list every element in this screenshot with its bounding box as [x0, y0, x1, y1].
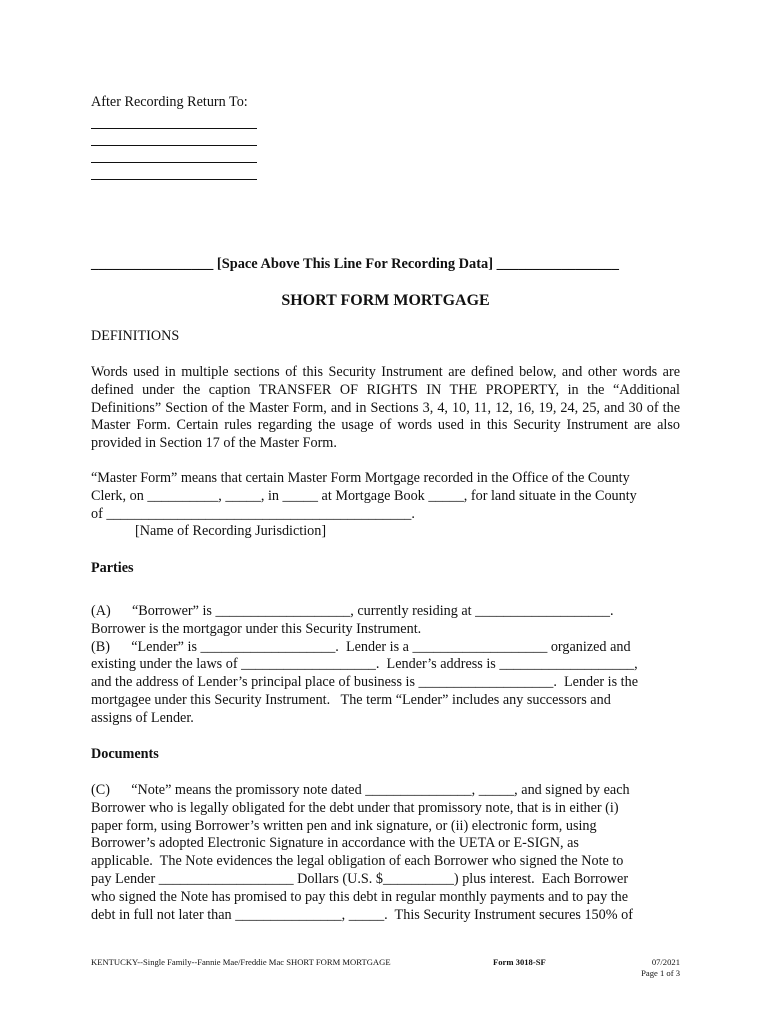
lender-line-1: (B) “Lender” is ___________________. Lender is a ___________________ organized and	[91, 638, 631, 655]
definitions-heading: DEFINITIONS	[91, 328, 180, 344]
return-address-line-3	[91, 146, 257, 163]
borrower-line-1: (A) “Borrower” is ___________________, currently residing at ___________________.	[91, 603, 614, 619]
note-line-6: pay Lender ___________________ Dollars (U.S. $__________) plus interest. Each Borrower	[91, 870, 629, 887]
lender-line-4: mortgagee under this Security Instrument. The term “Lender” includes any successors and	[91, 691, 611, 708]
parties-heading: Parties	[91, 560, 134, 576]
master-form-line-1: “Master Form” means that certain Master Form Mortgage recorded in the Office of the County	[91, 470, 630, 486]
note-line-4: Borrower’s adopted Electronic Signature in accordance with the UETA or E-SIGN, as	[91, 835, 579, 852]
recording-jurisdiction-note: [Name of Recording Jurisdiction]	[135, 523, 327, 540]
return-to-label: After Recording Return To:	[91, 94, 248, 110]
definitions-paragraph: Words used in multiple sections of this Security Instrument are defined below, and other words are defined under the caption TRANSFER OF RIGHTS IN THE PROPERTY, in the “Additional Definitions” Section of the Master Form, and in Sections 3, 4, 10, 11, 12, 16, 19, 24, 25, and 30 of the Master Form. Certain rules regarding the usage of words used in this Security Instrument are also provided in Section 17 of the Master Form.	[91, 364, 680, 452]
footer-date-page	[641, 957, 680, 978]
note-line-5: applicable. The Note evidences the legal obligation of each Borrower who signed the Note to	[91, 853, 624, 870]
lender-line-2: existing under the laws of ___________________. Lender’s address is ___________________,	[91, 656, 638, 673]
master-form-line-3: of ___________________________________________.	[91, 505, 415, 522]
return-address-line-1	[91, 112, 257, 129]
return-address-line-2	[91, 129, 257, 146]
recording-data-bar: _________________ [Space Above This Line For Recording Data] _________________	[91, 256, 619, 272]
note-line-7: who signed the Note has promised to pay this debt in regular monthly payments and to pay the	[91, 888, 629, 905]
master-form-paragraph	[91, 470, 680, 541]
footer-page-number: Page 1 of 3	[641, 967, 680, 978]
note-paragraph	[91, 782, 680, 924]
note-line-2: Borrower who is legally obligated for the debt under that promissory note, that is in either (i)	[91, 799, 619, 816]
master-form-line-2: Clerk, on __________, _____, in _____ at Mortgage Book _____, for land situate in the County	[91, 487, 637, 504]
footer-form-description: KENTUCKY--Single Family--Fannie Mae/Freddie Mac SHORT FORM MORTGAGE	[91, 957, 391, 967]
lender-line-5: assigns of Lender.	[91, 709, 194, 726]
document-title: SHORT FORM MORTGAGE	[281, 292, 490, 309]
parties-section	[91, 603, 680, 728]
footer-date: 07/2021	[651, 957, 680, 967]
footer-form-number: Form 3018-SF	[493, 957, 546, 967]
documents-heading: Documents	[91, 746, 159, 762]
note-line-8: debt in full not later than _______________, _____. This Security Instrument secures 150% of	[91, 906, 633, 923]
return-address-line-4	[91, 163, 257, 180]
return-to-block	[91, 94, 680, 180]
note-line-3: paper form, using Borrower’s written pen and ink signature, or (ii) electronic form, using	[91, 817, 597, 834]
note-line-1: (C) “Note” means the promissory note dated _______________, _____, and signed by each	[91, 782, 630, 798]
lender-line-3: and the address of Lender’s principal place of business is ___________________. Lender is the	[91, 674, 639, 691]
borrower-line-2: Borrower is the mortgagor under this Security Instrument.	[91, 620, 422, 637]
